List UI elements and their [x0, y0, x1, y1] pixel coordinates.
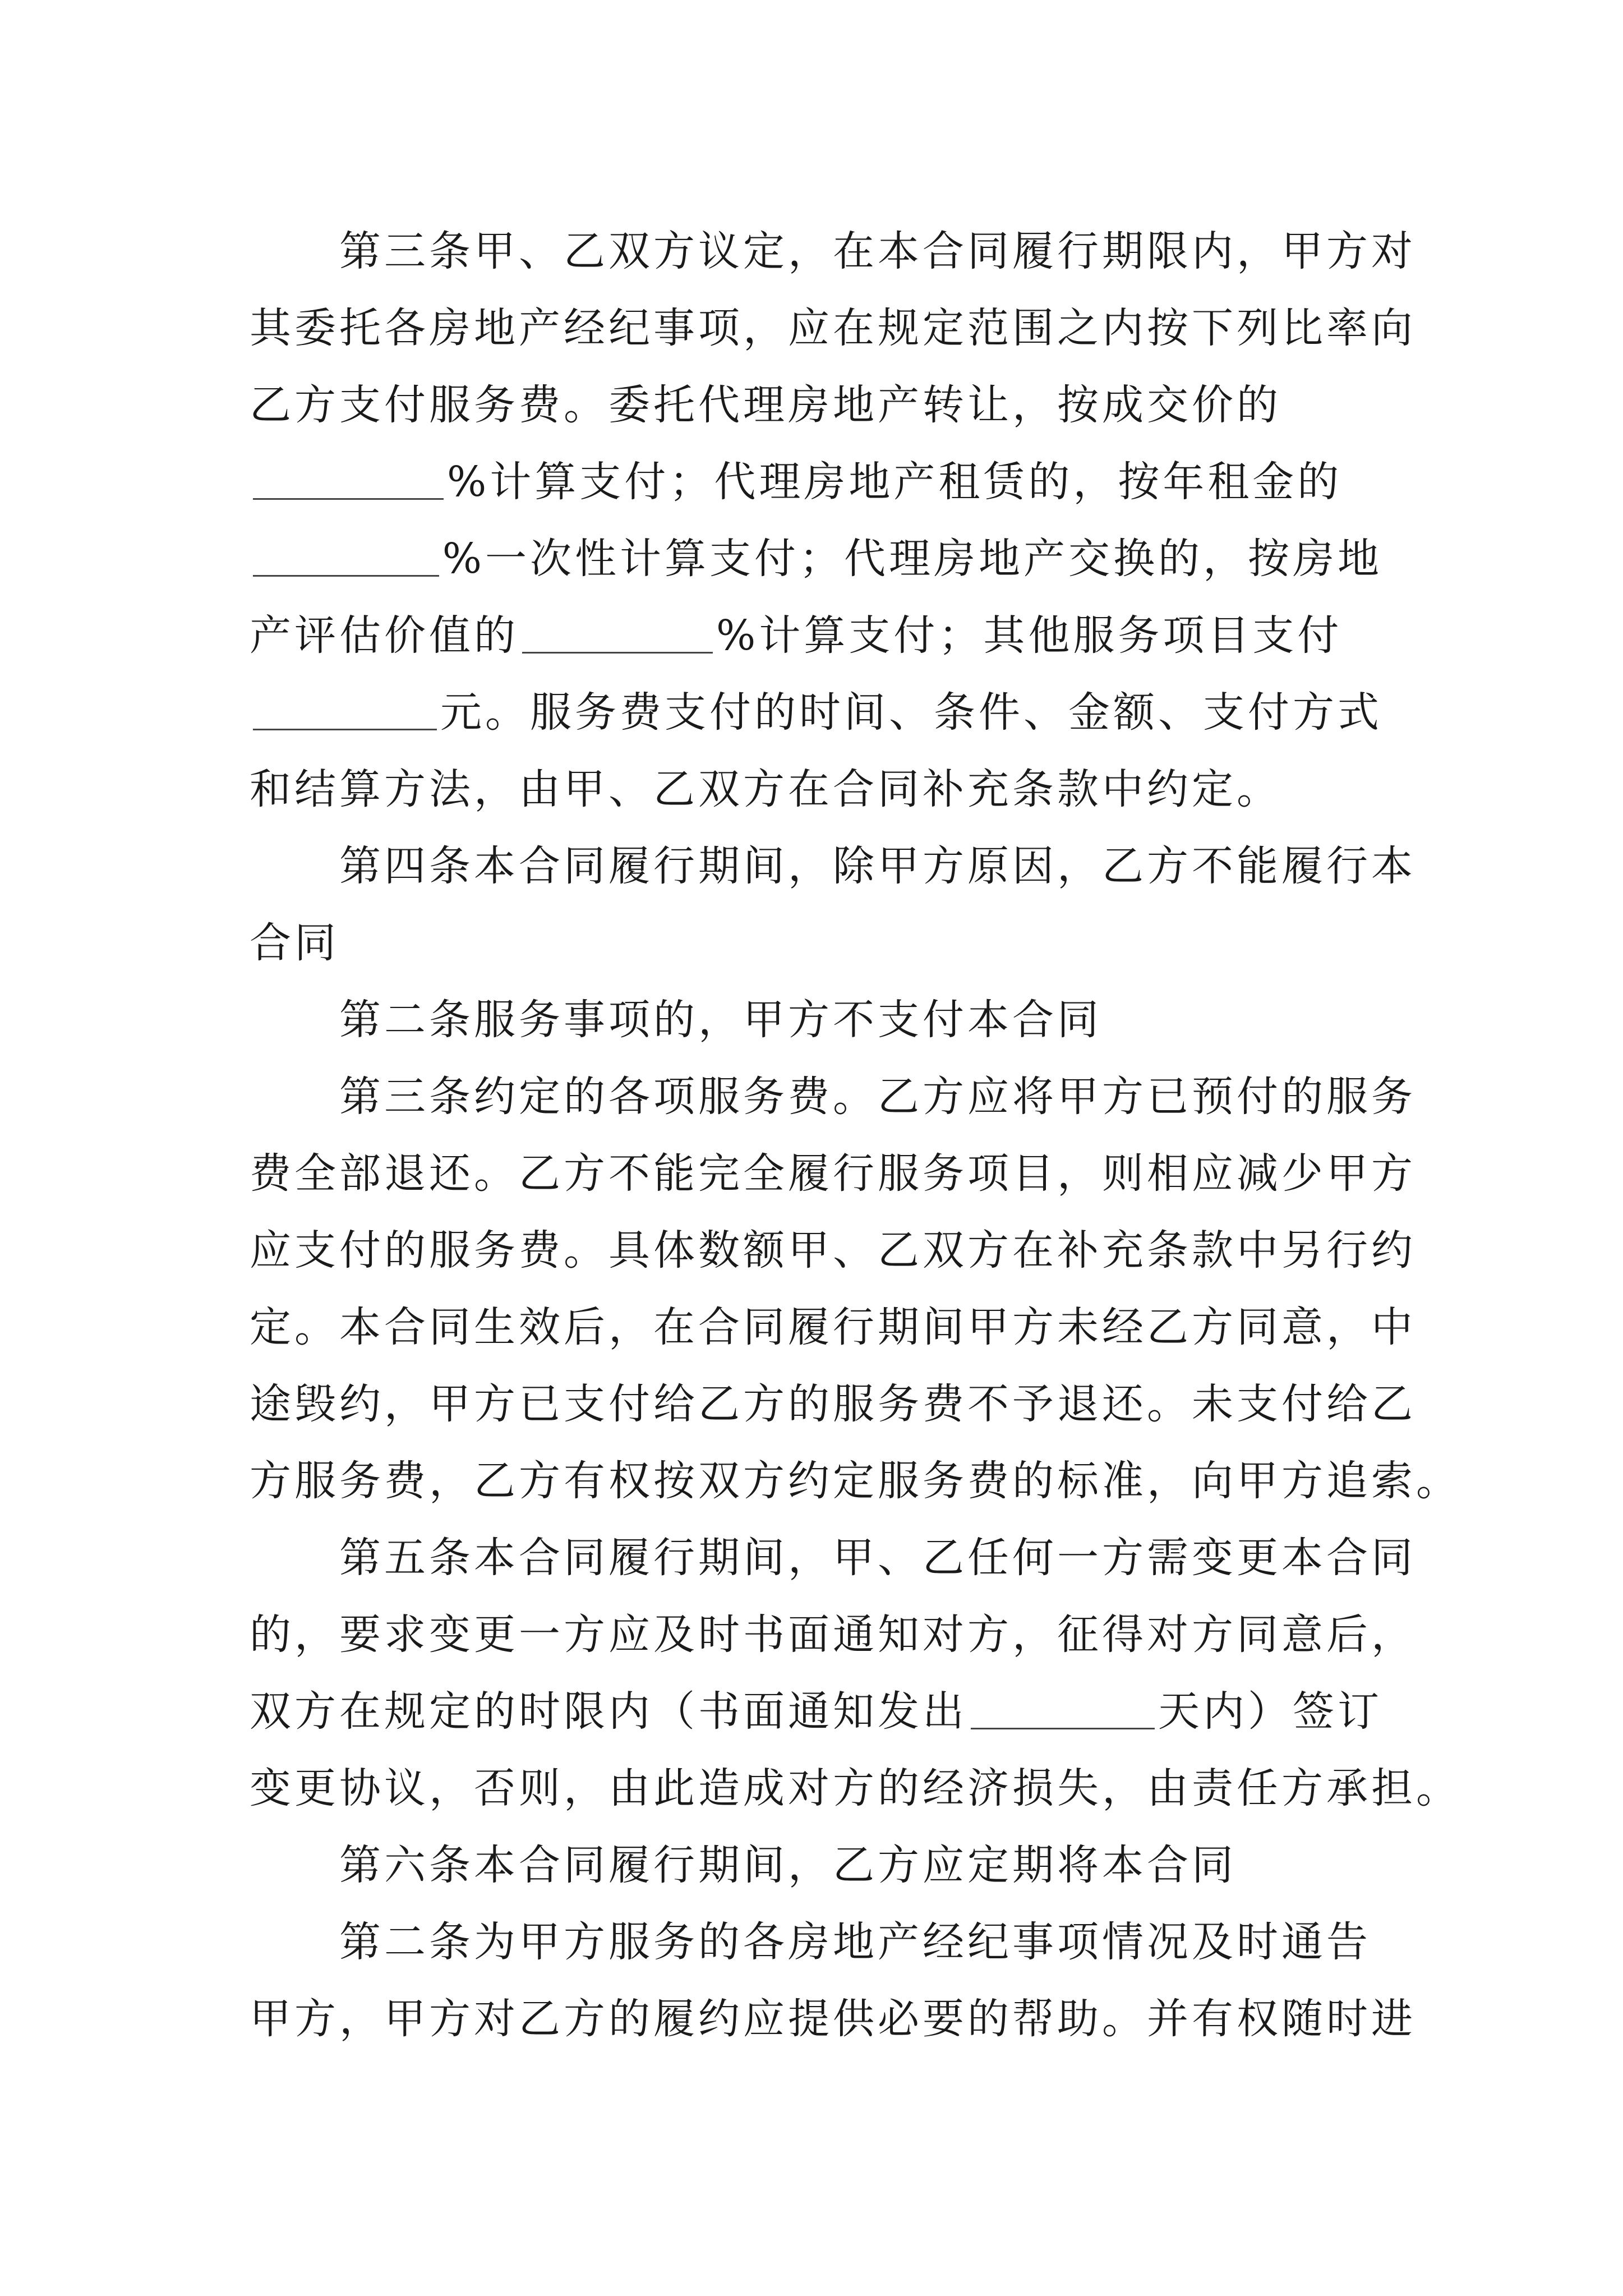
line-text: 途毁约，甲方已支付给乙方的服务费不予退还。未支付给乙	[250, 1380, 1416, 1428]
paragraph-line	[250, 905, 1382, 982]
paragraph-line	[250, 1443, 1461, 1520]
line-text: %一次性计算支付；代理房地产交换的，按房地	[442, 535, 1382, 583]
line-text: 第四条本合同履行期间，除甲方原因，乙方不能履行本	[339, 842, 1416, 890]
fill-in-blank[interactable]	[253, 695, 437, 730]
paragraph-line	[250, 1059, 1416, 1135]
paragraph-line	[250, 444, 1382, 521]
paragraph-line	[250, 290, 1416, 367]
fill-in-blank[interactable]	[253, 541, 439, 577]
line-text: 第六条本合同履行期间，乙方应定期将本合同	[339, 1841, 1237, 1889]
paragraph-line	[250, 1827, 1382, 1904]
line-text: 定。本合同生效后，在合同履行期间甲方未经乙方同意，中	[250, 1303, 1416, 1351]
paragraph-line	[250, 1289, 1416, 1366]
paragraph-line	[250, 1750, 1461, 1827]
line-text: 的，要求变更一方应及时书面通知对方，征得对方同意后，	[250, 1611, 1416, 1659]
paragraph-line	[250, 1981, 1416, 2058]
paragraph-line	[250, 597, 1382, 674]
paragraph-line	[250, 982, 1382, 1059]
line-text: 第二条服务事项的，甲方不支付本合同	[339, 996, 1102, 1044]
paragraph-line	[250, 1520, 1416, 1596]
contract-text	[250, 213, 1461, 2058]
line-text: 费全部退还。乙方不能完全履行服务项目，则相应减少甲方	[250, 1149, 1416, 1198]
line-text: 天内）签订	[1158, 1687, 1382, 1736]
line-text: 第三条甲、乙双方议定，在本合同履行期限内，甲方对	[339, 227, 1416, 275]
fill-in-blank[interactable]	[253, 464, 444, 500]
line-text: %计算支付；其他服务项目支付	[716, 611, 1343, 660]
paragraph-line	[250, 521, 1382, 597]
paragraph-line	[250, 367, 1382, 444]
line-text: 变更协议，否则，由此造成对方的经济损失，由责任方承担。	[250, 1764, 1461, 1812]
paragraph-line	[250, 1212, 1416, 1289]
line-text: %计算支付；代理房地产租赁的，按年租金的	[447, 458, 1343, 506]
line-text: 第三条约定的各项服务费。乙方应将甲方已预付的服务	[339, 1073, 1416, 1121]
paragraph-line	[250, 1366, 1416, 1443]
paragraph-line	[250, 1673, 1382, 1750]
fill-in-blank[interactable]	[971, 1694, 1155, 1729]
paragraph-line	[250, 674, 1382, 751]
line-text: 应支付的服务费。具体数额甲、乙双方在补充条款中另行约	[250, 1226, 1416, 1274]
line-text: 乙方支付服务费。委托代理房地产转让，按成交价的	[250, 381, 1281, 429]
line-text: 和结算方法，由甲、乙双方在合同补充条款中约定。	[250, 765, 1281, 813]
line-text: 方服务费，乙方有权按双方约定服务费的标准，向甲方追索。	[250, 1457, 1461, 1505]
fill-in-blank[interactable]	[522, 618, 713, 654]
line-text: 其委托各房地产经纪事项，应在规定范围之内按下列比率向	[250, 304, 1416, 352]
line-text: 产评估价值的	[250, 611, 519, 660]
line-text: 合同	[250, 919, 339, 967]
paragraph-line	[250, 828, 1416, 905]
line-text: 元。服务费支付的时间、条件、金额、支付方式	[440, 688, 1382, 737]
line-text: 第五条本合同履行期间，甲、乙任何一方需变更本合同	[339, 1534, 1416, 1582]
paragraph-line	[250, 1596, 1416, 1673]
line-text: 甲方，甲方对乙方的履约应提供必要的帮助。并有权随时进	[250, 1995, 1416, 2043]
paragraph-line	[250, 213, 1416, 290]
paragraph-line	[250, 1135, 1416, 1212]
line-text: 双方在规定的时限内（书面通知发出	[250, 1687, 967, 1736]
line-text: 第二条为甲方服务的各房地产经纪事项情况及时通告	[339, 1918, 1371, 1966]
paragraph-line	[250, 751, 1382, 828]
paragraph-line	[250, 1904, 1382, 1981]
